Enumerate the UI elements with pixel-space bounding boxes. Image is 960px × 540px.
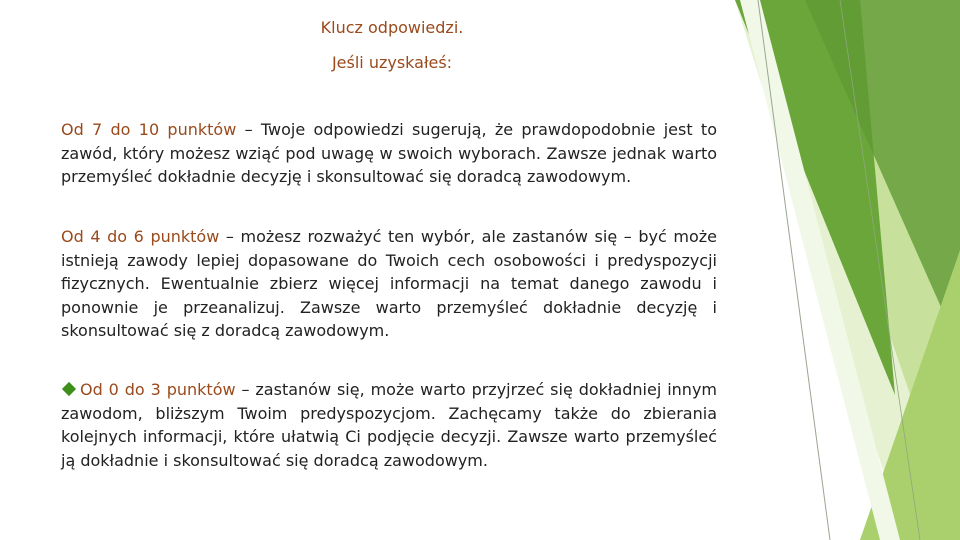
subheading: Jeśli uzyskałeś: bbox=[331, 53, 453, 72]
section-range: Od 4 do 6 punktów bbox=[61, 227, 220, 246]
diamond-bullet-icon bbox=[62, 382, 76, 396]
section-range: Od 7 do 10 punktów bbox=[61, 120, 237, 139]
section-text: – Twoje odpowiedzi sugerują, że prawdopodobnie jest to zawód, który możesz wziąć pod uwagę w swoich wyborach. Zawsze jednak warto przemyśleć dokładnie decyzję i skonsultować się doradcą zawodowym. bbox=[61, 120, 717, 186]
section-range: Od 0 do 3 punktów bbox=[80, 380, 236, 399]
section-text: – zastanów się, może warto przyjrzeć się dokładniej innym zawodom, bliższym Twoim predyspozycjom. Zachęcamy także do zbierania kolejnych informacji, które ułatwią Ci podjęcie decyzji. Zawsze warto przemyśleć ją dokładnie i skonsultować się doradcą zawodowym. bbox=[61, 380, 717, 470]
section-4-6 bbox=[61, 225, 717, 343]
heading: Klucz odpowiedzi. bbox=[320, 18, 464, 37]
section-text: – możesz rozważyć ten wybór, ale zastanów się – być może istnieją zawody lepiej dopasowane do Twoich cech osobowości i predyspozycji fizycznych. Ewentualnie zbierz więcej informacji na temat danego zawodu i ponownie je przeanalizuj. Zawsze warto przemyśleć dokładnie decyzję i skonsultować się z doradcą zawodowym. bbox=[61, 227, 718, 340]
section-0-3 bbox=[61, 378, 717, 472]
section-7-10 bbox=[61, 118, 717, 189]
